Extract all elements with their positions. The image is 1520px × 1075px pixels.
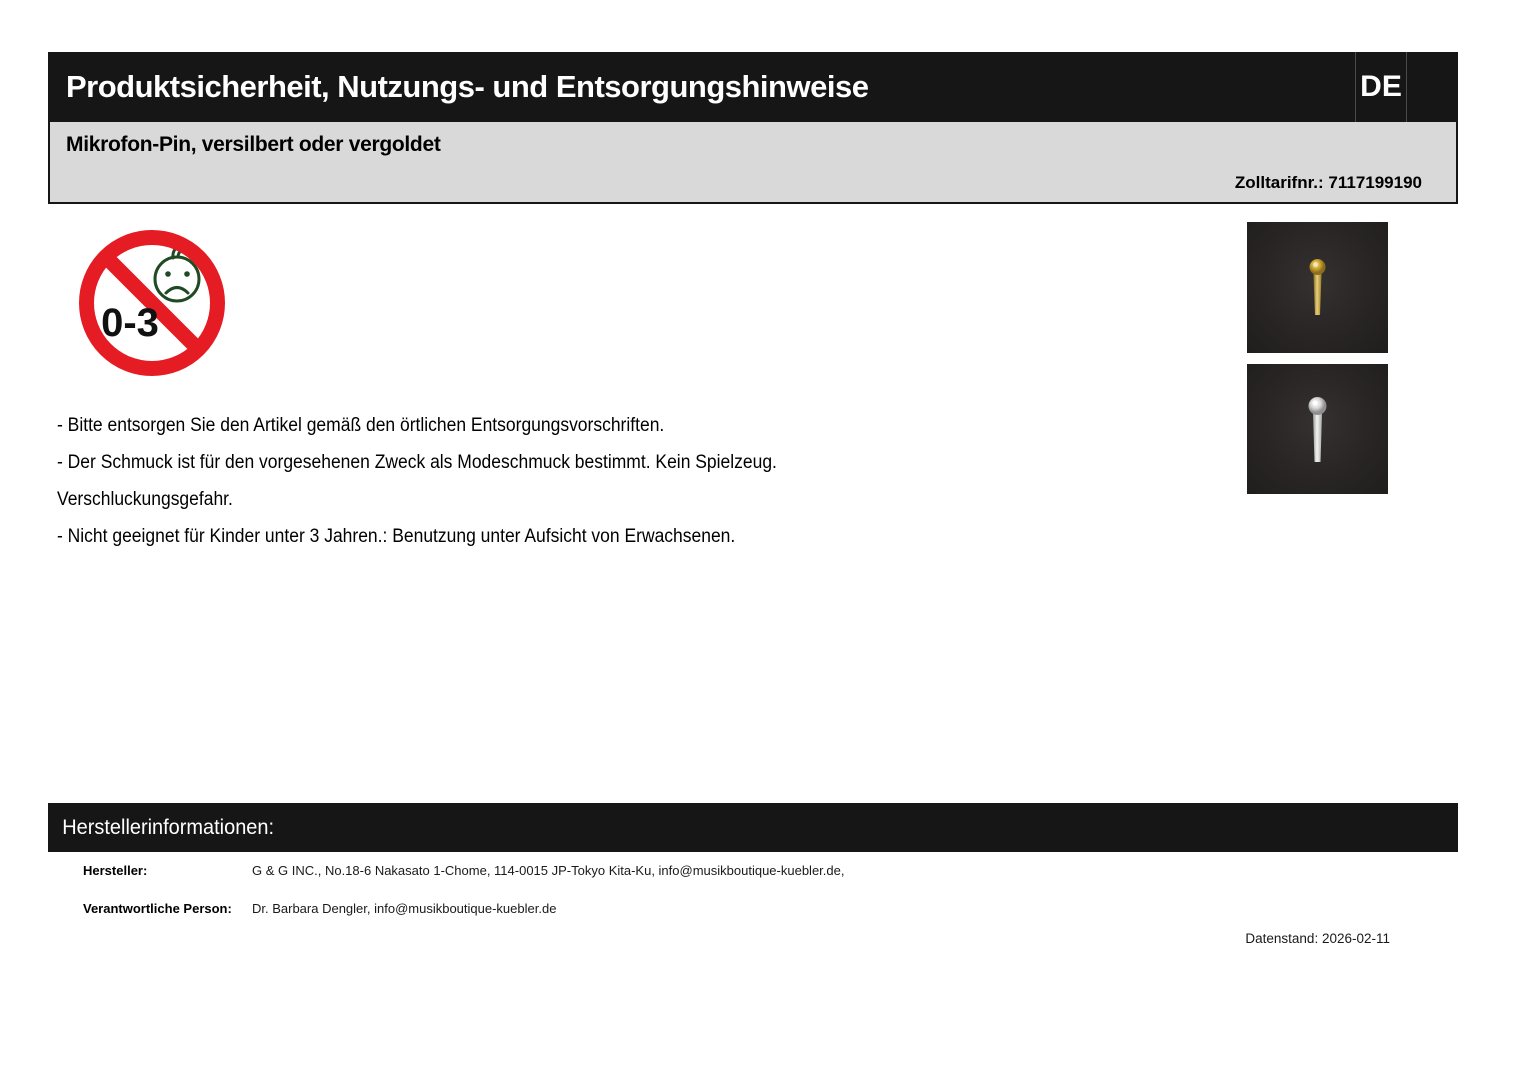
product-name: Mikrofon-Pin, versilbert oder vergoldet [66, 133, 441, 156]
product-photo-gold [1247, 222, 1388, 353]
manufacturer-value: G & G INC., No.18-6 Nakasato 1-Chome, 114-0015 JP-Tokyo Kita-Ku, info@musikboutique-kuebler.de, [252, 863, 845, 878]
responsible-person-value: Dr. Barbara Dengler, info@musikboutique-kuebler.de [252, 901, 557, 916]
no-children-under-3-icon [78, 230, 226, 376]
gold-microphone-pin-image [1247, 222, 1388, 353]
age-warning-icon [78, 230, 226, 376]
age-range-label: 0-3 [101, 301, 159, 345]
language-badge: DE [1355, 52, 1407, 122]
tariff-number: Zolltarifnr.: 7117199190 [1234, 173, 1422, 192]
silver-microphone-pin-image [1247, 364, 1388, 494]
product-subheader [48, 122, 1458, 204]
responsible-person-label: Verantwortliche Person: [83, 901, 232, 916]
safety-notes [57, 407, 1217, 555]
product-photo-silver [1247, 364, 1388, 494]
note-disposal: - Bitte entsorgen Sie den Artikel gemäß den örtlichen Entsorgungsvorschriften. [57, 415, 665, 436]
manufacturer-section-header [48, 803, 1458, 852]
data-status-date: Datenstand: 2026-02-11 [1245, 931, 1390, 946]
note-choking-hazard: Verschluckungsgefahr. [57, 489, 233, 510]
manufacturer-heading: Herstellerinformationen: [62, 815, 275, 839]
title-bar [48, 52, 1458, 122]
document-header [48, 52, 1458, 204]
note-age-restriction: - Nicht geeignet für Kinder unter 3 Jahren.: Benutzung unter Aufsicht von Erwachsenen. [57, 526, 736, 547]
note-intended-use: - Der Schmuck ist für den vorgesehenen Zweck als Modeschmuck bestimmt. Kein Spielzeug. [57, 452, 777, 473]
manufacturer-label: Hersteller: [83, 863, 148, 878]
page-title: Produktsicherheit, Nutzungs- und Entsorgungshinweise [66, 69, 869, 104]
